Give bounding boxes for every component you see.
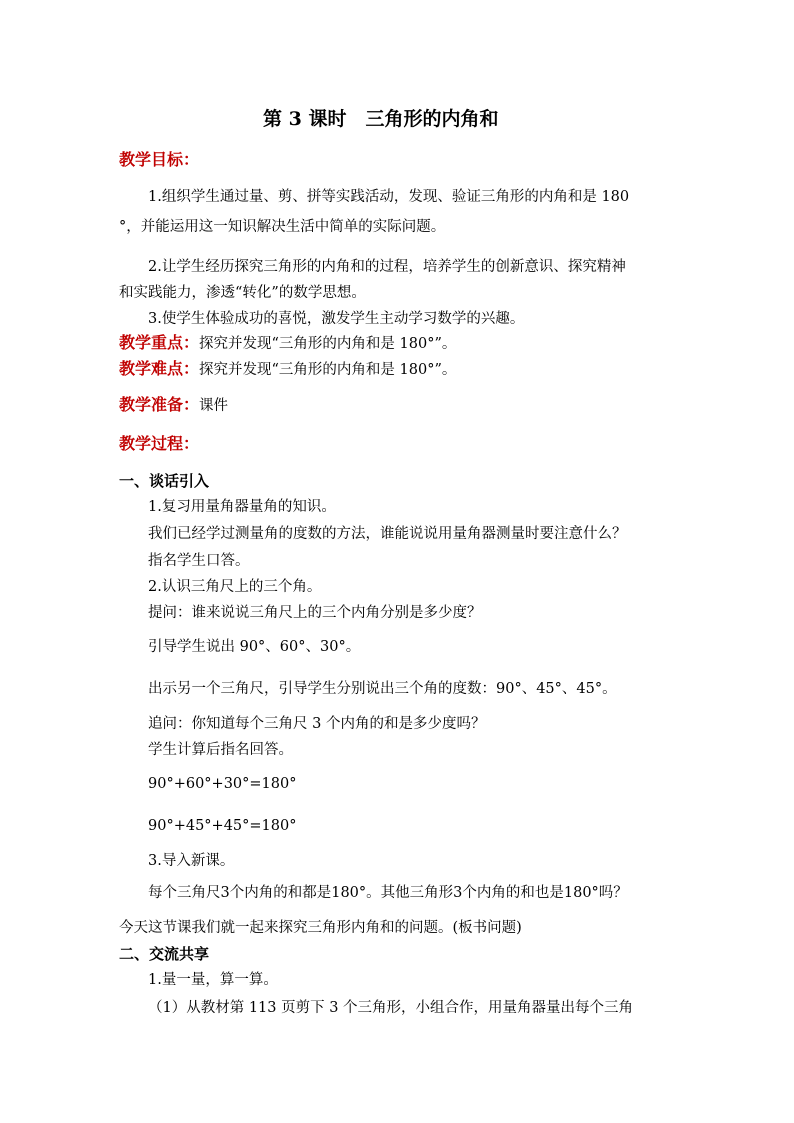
section-1-line: 指名学生口答。 (148, 553, 250, 569)
section-1-line: 引导学生说出 90°、60°、30°。 (148, 639, 361, 655)
section-1-line: 每个三角尺3个内角的和都是180°。其他三角形3个内角的和也是180°吗？ (148, 885, 628, 901)
process-label: 教学过程： (119, 434, 200, 453)
section-1-line: 追问：你知道每个三角尺 3 个内角的和是多少度吗？ (148, 716, 486, 732)
preparation-text: 课件 (199, 398, 229, 414)
objective-1-line-2: °，并能运用这一知识解决生活中简单的实际问题。 (119, 219, 446, 235)
section-1-line: 3.导入新课。 (148, 853, 235, 869)
section-1-line: 1.复习用量角器量角的知识。 (148, 499, 336, 515)
key-point-label: 教学重点： (119, 333, 200, 352)
difficulty-row (119, 359, 456, 380)
key-point-text: 探究并发现“三角形的内角和是 180°”。 (199, 336, 457, 352)
section-1-line: 提问：谁来说说三角尺上的三个内角分别是多少度？ (148, 605, 482, 621)
objective-1-line-1: 1.组织学生通过量、剪、拼等实践活动，发现、验证三角形的内角和是 180 (148, 189, 630, 205)
section-2-line: （1）从教材第 113 页剪下 3 个三角形，小组合作，用量角器量出每个三角 (148, 1000, 634, 1016)
preparation-label: 教学准备： (119, 395, 200, 414)
section-1-line: 我们已经学过测量角的度数的方法，谁能说说用量角器测量时要注意什么？ (148, 526, 627, 542)
difficulty-label: 教学难点： (119, 359, 200, 378)
key-point-row (119, 333, 456, 354)
section-1-line: 出示另一个三角尺，引导学生分别说出三个角的度数：90°、45°、45°。 (148, 681, 617, 697)
objectives-label: 教学目标： (119, 150, 200, 169)
section-1-equation: 90°+45°+45°=180° (148, 818, 297, 834)
page-title: 第 3 课时 三角形的内角和 (263, 108, 499, 130)
objective-2-line-1: 2.让学生经历探究三角形的内角和的过程，培养学生的创新意识、探究精神 (148, 259, 626, 275)
section-1-line: 2.认识三角尺上的三个角。 (148, 579, 322, 595)
section-1-equation: 90°+60°+30°=180° (148, 776, 297, 792)
difficulty-text: 探究并发现“三角形的内角和是 180°”。 (199, 362, 457, 378)
section-1-line: 今天这节课我们就一起来探究三角形内角和的问题。(板书问题) (119, 920, 522, 936)
objective-3: 3.使学生体验成功的喜悦，激发学生主动学习数学的兴趣。 (148, 311, 525, 327)
preparation-row (119, 395, 228, 416)
objective-2-line-2: 和实践能力，渗透“转化”的数学思想。 (119, 285, 366, 301)
section-1-heading: 一、谈话引入 (119, 472, 210, 490)
section-1-line: 学生计算后指名回答。 (148, 742, 293, 758)
section-2-heading: 二、交流共享 (119, 945, 210, 963)
section-2-line: 1.量一量，算一算。 (148, 972, 278, 988)
